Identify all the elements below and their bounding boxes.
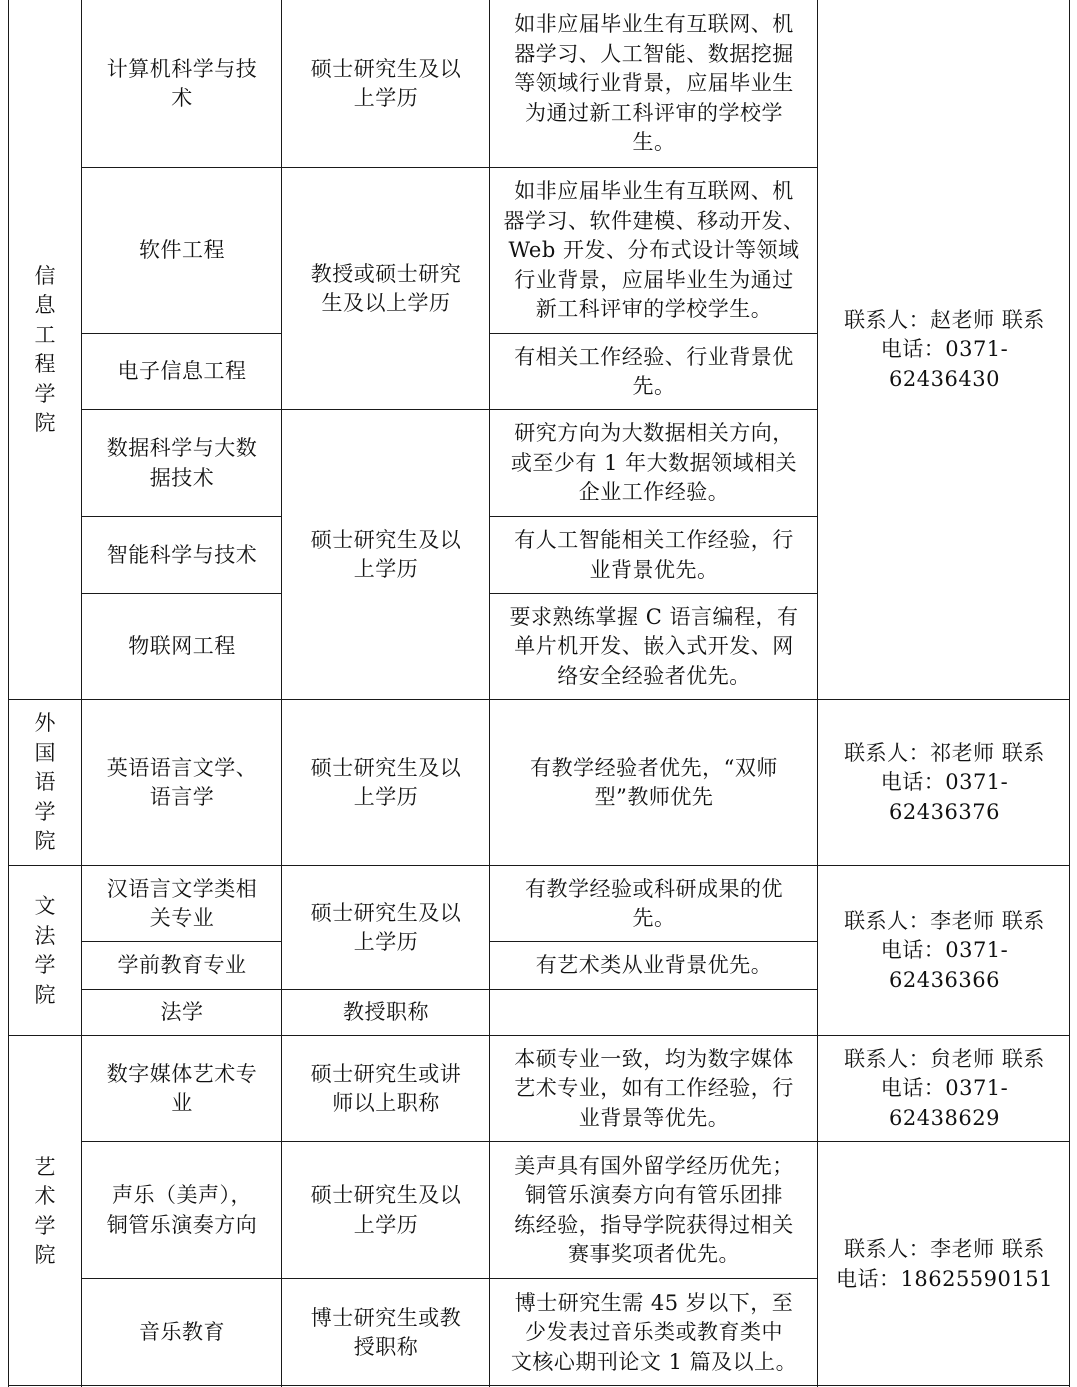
table-rule: [81, 1278, 818, 1279]
contact-cell: 联系人：贠老师 联系 电话：0371-62438629: [844, 1046, 1045, 1130]
table-rule: [81, 989, 818, 990]
education-cell: 硕士研究生及以 上学历: [310, 56, 462, 110]
table-rule: [81, 0, 82, 1387]
table-rule: [8, 0, 9, 1387]
table-rule: [8, 1385, 1070, 1386]
college-cell: 文法学院: [34, 894, 56, 1007]
major-cell: 学前教育专业: [117, 953, 247, 978]
college-cell: 外国语学院: [34, 711, 56, 854]
college-cell: 艺术学院: [34, 1154, 56, 1267]
table-rule: [281, 0, 282, 1387]
requirement-cell: [490, 990, 818, 1036]
education-cell: 硕士研究生及以 上学历: [310, 900, 462, 954]
table-rule: [8, 1035, 1070, 1036]
table-rule: [81, 333, 282, 334]
requirement-cell: 要求熟练掌握 C 语言编程，有 单片机开发、嵌入式开发、网 络安全经验者优先。: [509, 604, 799, 688]
table-rule: [489, 516, 818, 517]
major-cell: 数据科学与大数 据技术: [106, 436, 258, 490]
major-cell: 电子信息工程: [117, 359, 247, 384]
education-cell: 博士研究生或教 授职称: [310, 1305, 462, 1359]
major-cell: 声乐（美声）， 铜管乐演奏方向: [106, 1183, 258, 1237]
contact-cell: 联系人：赵老师 联系 电话：0371-62436430: [844, 307, 1045, 391]
table-rule: [81, 409, 818, 410]
requirement-cell: 如非应届毕业生有互联网、机 器学习、软件建模、移动开发、 Web 开发、分布式设计等领域 行业背景，应届毕业生为通过 新工科评审的学校学生。: [503, 179, 805, 322]
requirement-cell: 有艺术类从业背景优先。: [535, 953, 773, 978]
requirement-cell: 如非应届毕业生有互联网、机 器学习、人工智能、数据挖掘 等领域行业背景，应届毕业生 为通过新工科评审的学校学 生。: [514, 12, 794, 155]
requirement-cell: 美声具有国外留学经历优先； 铜管乐演奏方向有管乐团排 练经验，指导学院获得过相关 赛事奖项者优先。: [514, 1153, 794, 1266]
table-rule: [489, 593, 818, 594]
requirement-cell: 有教学经验或科研成果的优 先。: [525, 876, 783, 930]
major-cell: 法学: [160, 1000, 204, 1025]
requirement-cell: 博士研究生需 45 岁以下，至 少发表过音乐类或教育类中 文核心期刊论文 1 篇及以上。: [510, 1290, 798, 1374]
requirement-cell: 有相关工作经验、行业背景优 先。: [514, 344, 794, 398]
table-rule: [489, 941, 818, 942]
table-rule: [817, 0, 818, 1387]
requirement-cell: 研究方向为大数据相关方向， 或至少有 1 年大数据领域相关 企业工作经验。: [510, 421, 798, 505]
table-rule: [1069, 0, 1070, 1387]
education-cell: 教授或硕士研究 生及以上学历: [310, 261, 462, 315]
table-rule: [489, 333, 818, 334]
table-rule: [81, 941, 282, 942]
table-rule: [81, 167, 818, 168]
education-cell: 硕士研究生及以 上学历: [310, 755, 462, 809]
major-cell: 计算机科学与技 术: [106, 56, 258, 110]
requirement-cell: 本硕专业一致，均为数字媒体 艺术专业，如有工作经验，行 业背景等优先。: [514, 1046, 794, 1130]
table-rule: [489, 0, 490, 1387]
contact-cell: 联系人：李老师 联系 电话：18625590151: [836, 1237, 1053, 1291]
table-rule: [8, 699, 1070, 700]
major-cell: 音乐教育: [139, 1320, 225, 1345]
table-rule: [81, 593, 282, 594]
requirement-cell: 有人工智能相关工作经验，行 业背景优先。: [514, 528, 794, 582]
major-cell: 物联网工程: [128, 634, 236, 659]
major-cell: 软件工程: [139, 238, 225, 263]
education-cell: 硕士研究生及以 上学历: [310, 1183, 462, 1237]
major-cell: 汉语言文学类相 关专业: [106, 876, 258, 930]
major-cell: 智能科学与技术: [106, 542, 258, 567]
major-cell: 英语语言文学、 语言学: [106, 755, 258, 809]
requirement-cell: 有教学经验者优先，“双师 型”教师优先: [530, 755, 778, 809]
contact-cell: 联系人：祁老师 联系 电话：0371-62436376: [844, 740, 1045, 824]
table-rule: [81, 516, 282, 517]
education-cell: 教授职称: [343, 1000, 429, 1025]
table-rule: [8, 865, 1070, 866]
contact-cell: 联系人：李老师 联系 电话：0371-62436366: [844, 908, 1045, 992]
education-cell: 硕士研究生及以 上学历: [310, 527, 462, 581]
college-cell: 信息工程学院: [34, 263, 56, 435]
education-cell: 硕士研究生或讲 师以上职称: [310, 1061, 462, 1115]
table-rule: [81, 1141, 1070, 1142]
major-cell: 数字媒体艺术专 业: [106, 1061, 258, 1115]
